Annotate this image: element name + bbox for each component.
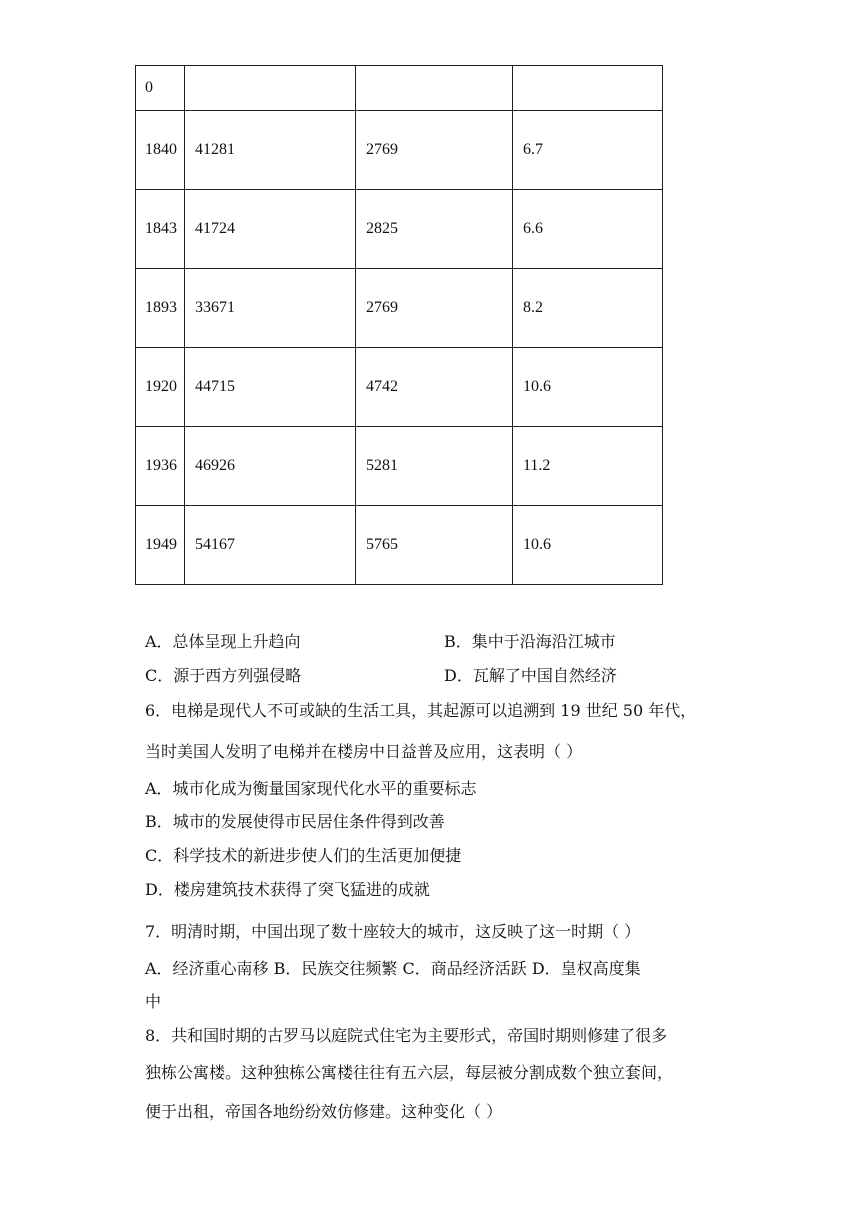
table-row: [136, 66, 663, 111]
table-cell: 4742: [356, 348, 513, 427]
q8-stem-line2: 独栋公寓楼。这种独栋公寓楼往往有五六层，每层被分割成数个独立套间，: [145, 1063, 674, 1082]
q5-option-b: B．集中于沿海沿江城市: [444, 632, 616, 651]
q5-option-c: C．源于西方列强侵略: [145, 666, 302, 685]
table-cell: 2825: [356, 190, 513, 269]
table-row: [136, 269, 663, 348]
table-row: [136, 348, 663, 427]
table-cell-year: 1949: [136, 506, 185, 585]
table-cell-year: 1936: [136, 427, 185, 506]
table-cell: 44715: [185, 348, 356, 427]
table-cell-year: 1843: [136, 190, 185, 269]
q5-option-d: D．瓦解了中国自然经济: [444, 666, 617, 685]
table-cell: 2769: [356, 269, 513, 348]
q8-stem-line1: 8．共和国时期的古罗马以庭院式住宅为主要形式，帝国时期则修建了很多: [145, 1026, 668, 1045]
q7-options-line2: 中: [145, 992, 162, 1011]
table-cell: 11.2: [513, 427, 663, 506]
q6-option-b: B．城市的发展使得市民居住条件得到改善: [145, 812, 445, 831]
table-cell-year: 0: [136, 66, 185, 111]
data-table: [135, 65, 663, 585]
table-cell-year: 1920: [136, 348, 185, 427]
table-cell: 2769: [356, 111, 513, 190]
table-cell: [185, 66, 356, 111]
table-cell: 10.6: [513, 348, 663, 427]
table-cell: 54167: [185, 506, 356, 585]
table-cell: [513, 66, 663, 111]
q6-stem-line1: 6．电梯是现代人不可或缺的生活工具，其起源可以追溯到 19 世纪 50 年代，: [145, 701, 697, 720]
q6-option-a: A．城市化成为衡量国家现代化水平的重要标志: [145, 779, 477, 798]
table-cell: 5765: [356, 506, 513, 585]
table-row: [136, 111, 663, 190]
table-cell-year: 1840: [136, 111, 185, 190]
table-cell: 6.6: [513, 190, 663, 269]
table-row: [136, 190, 663, 269]
table-cell: 6.7: [513, 111, 663, 190]
table-cell: 10.6: [513, 506, 663, 585]
table-cell: [356, 66, 513, 111]
q6-option-c: C．科学技术的新进步使人们的生活更加便捷: [145, 846, 462, 865]
table-cell: 41281: [185, 111, 356, 190]
table-cell: 5281: [356, 427, 513, 506]
table-cell: 8.2: [513, 269, 663, 348]
q8-stem-line3: 便于出租，帝国各地纷纷效仿修建。这种变化（ ）: [145, 1102, 503, 1121]
table-row: [136, 506, 663, 585]
table-row: [136, 427, 663, 506]
q7-options-line1: A．经济重心南移 B．民族交往频繁 C．商品经济活跃 D．皇权高度集: [145, 959, 641, 978]
table-cell: 46926: [185, 427, 356, 506]
q6-stem-line2: 当时美国人发明了电梯并在楼房中日益普及应用，这表明（ ）: [145, 742, 583, 761]
table-cell: 41724: [185, 190, 356, 269]
table-cell: 33671: [185, 269, 356, 348]
q7-stem: 7．明清时期，中国出现了数十座较大的城市，这反映了这一时期（ ）: [145, 922, 641, 941]
table-cell-year: 1893: [136, 269, 185, 348]
q5-option-a: A．总体呈现上升趋向: [145, 632, 301, 651]
q6-option-d: D．楼房建筑技术获得了突飞猛进的成就: [145, 880, 430, 899]
